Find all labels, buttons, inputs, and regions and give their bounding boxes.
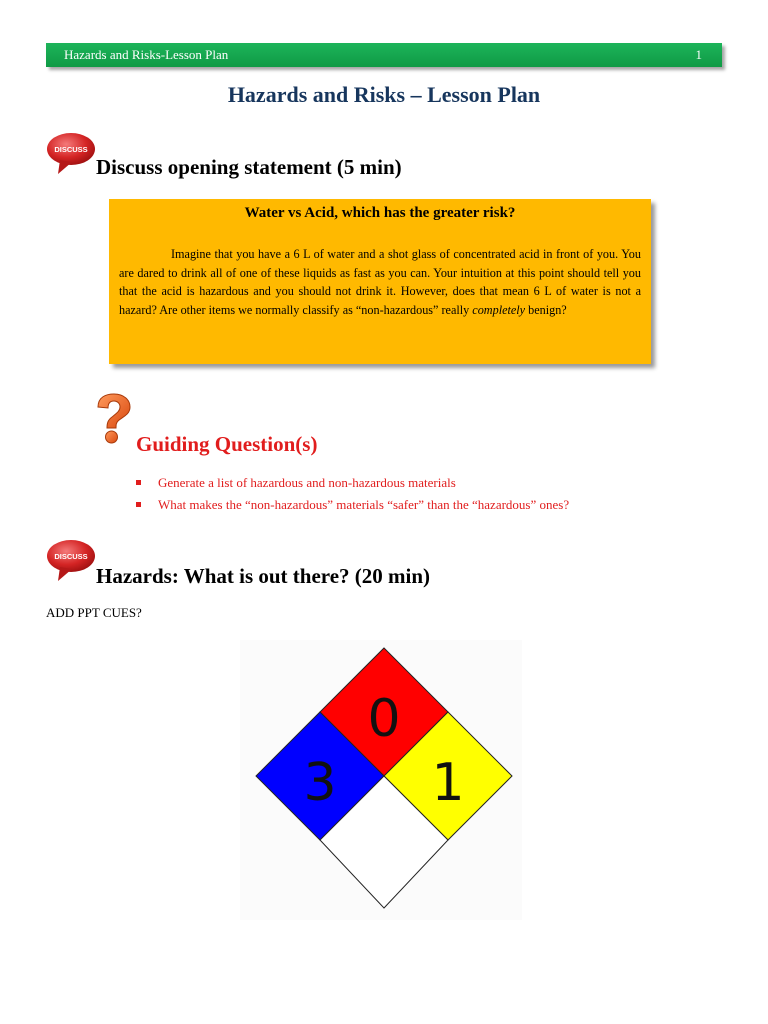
instability-rating: 1 xyxy=(431,753,465,813)
running-header xyxy=(46,43,722,67)
callout-body-part1: Imagine that you have a 6 L of water and a shot glass of concentrated acid in front of you. You are dared to drink all of one of these liquids as fast as you can. Your intuition at this point should tell you that the acid is hazardous and you should not drink it. However, does that mean 6 L of water is not a hazard? Are other items we normally classify as “non-hazardous” really xyxy=(119,247,641,317)
discuss-icon-label: DISCUSS xyxy=(54,552,88,561)
section-heading-guiding: Guiding Question(s) xyxy=(136,432,318,456)
bullet-square-icon xyxy=(136,502,141,507)
section-heading-hazards: Hazards: What is out there? (20 min) xyxy=(96,564,431,588)
nfpa-diamond-figure xyxy=(240,640,522,920)
bullet-square-icon xyxy=(136,480,141,485)
callout-body xyxy=(119,245,641,319)
callout-body-emphasis: completely xyxy=(472,302,526,317)
flammability-rating: 0 xyxy=(367,689,401,749)
section-heading-opening: Discuss opening statement (5 min) xyxy=(96,155,402,179)
discuss-speech-bubble-icon xyxy=(44,537,98,583)
callout-title: Water vs Acid, which has the greater risk? xyxy=(244,205,516,221)
page-title: Hazards and Risks – Lesson Plan xyxy=(227,82,541,107)
discuss-icon-label: DISCUSS xyxy=(54,145,88,154)
callout-box xyxy=(109,199,651,364)
list-item: What makes the “non-hazardous” materials “safer” than the “hazardous” ones? xyxy=(130,496,569,518)
question-mark-icon xyxy=(92,393,136,445)
nfpa-diamond xyxy=(240,640,522,920)
callout-body-part2: benign? xyxy=(525,302,567,317)
list-item: Generate a list of hazardous and non-hazardous materials xyxy=(130,474,569,496)
ppt-cue-note: ADD PPT CUES? xyxy=(46,605,142,620)
discuss-speech-bubble-icon xyxy=(44,130,98,176)
header-title: Hazards and Risks-Lesson Plan xyxy=(64,47,229,62)
health-rating: 3 xyxy=(303,753,337,813)
guiding-questions-list xyxy=(130,474,569,518)
page-number: 1 xyxy=(695,47,702,62)
